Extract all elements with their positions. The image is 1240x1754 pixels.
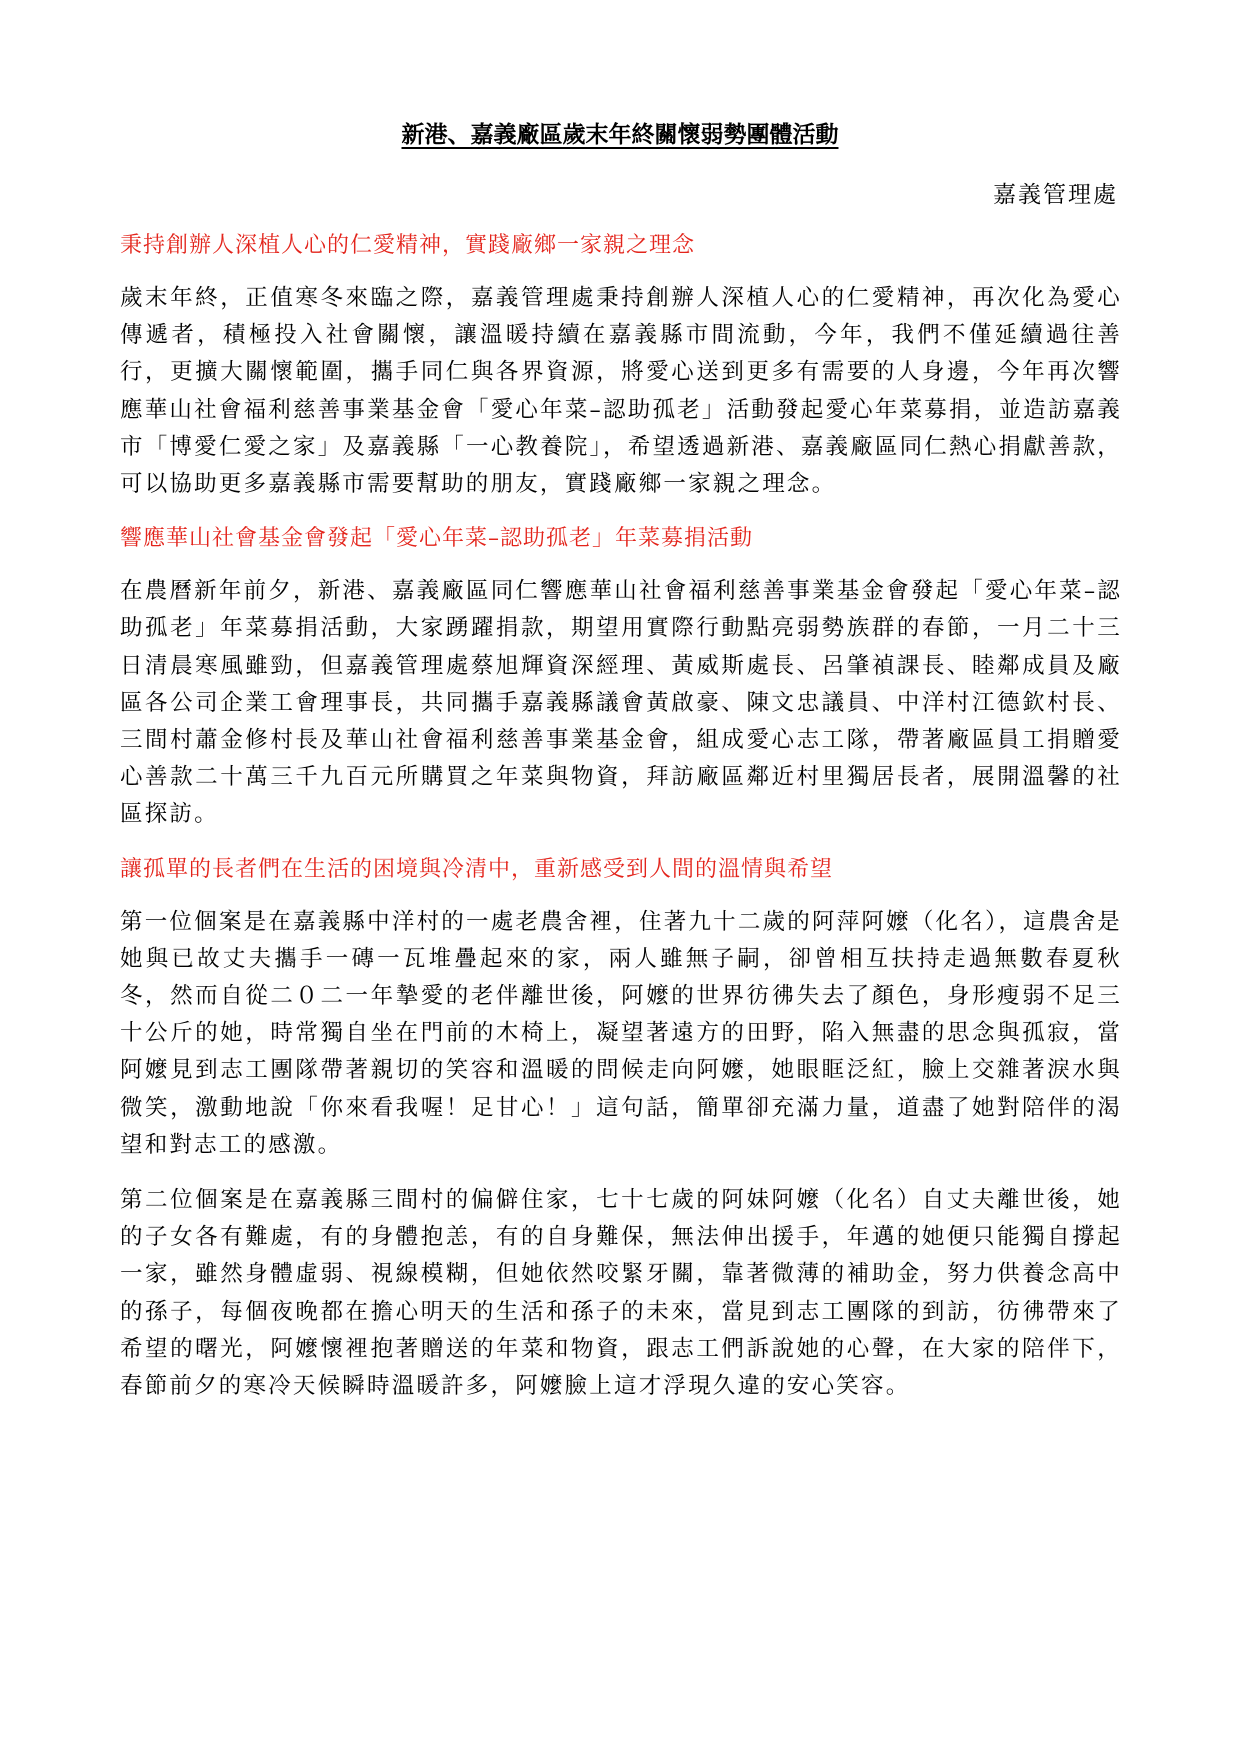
section-heading: 響應華山社會基金會發起「愛心年菜–認助孤老」年菜募捐活動	[120, 526, 754, 552]
section-heading: 讓孤單的長者們在生活的困境與冷清中，重新感受到人間的溫情與希望	[120, 856, 834, 882]
body-paragraph: 第二位個案是在嘉義縣三間村的偏僻住家，七十七歲的阿妹阿嬤（化名）自丈夫離世後，她的子女各有難處，有的身體抱恙，有的自身難保，無法伸出援手，年邁的她便只能獨自撐起一家，雖然身體虛弱、視線模糊，但她依然咬緊牙關，靠著微薄的補助金，努力供養念高中的孫子，每個夜晚都在擔心明天的生活和孫子的未來，當見到志工團隊的到訪，彷彿帶來了希望的曙光，阿嬤懷裡抱著贈送的年菜和物資，跟志工們訴說她的心聲，在大家的陪伴下，春節前夕的寒冷天候瞬時溫暖許多，阿嬤臉上這才浮現久違的安心笑容。	[120, 1187, 1122, 1400]
body-paragraph: 第一位個案是在嘉義縣中洋村的一處老農舍裡，住著九十二歲的阿萍阿嬤（化名），這農舍是她與已故丈夫攜手一磚一瓦堆疊起來的家，兩人雖無子嗣，卻曾相互扶持走過無數春夏秋冬，然而自從二０二一年摯愛的老伴離世後，阿嬤的世界彷彿失去了顏色，身形瘦弱不足三十公斤的她，時常獨自坐在門前的木椅上，凝望著遠方的田野，陷入無盡的思念與孤寂，當阿嬤見到志工團隊帶著親切的笑容和溫暖的問候走向阿嬤，她眼眶泛紅，臉上交雜著淚水與微笑，激動地說「你來看我喔！足甘心！」這句話，簡單卻充滿力量，道盡了她對陪伴的渴望和對志工的感激。	[120, 908, 1122, 1158]
section-3	[120, 852, 1122, 1406]
body-paragraph: 在農曆新年前夕，新港、嘉義廠區同仁響應華山社會福利慈善事業基金會發起「愛心年菜–認助孤老」年菜募捐活動，大家踴躍捐款，期望用實際行動點亮弱勢族群的春節，一月二十三日清晨寒風雖勁，但嘉義管理處蔡旭輝資深經理、黃威斯處長、呂肇禎課長、睦鄰成員及廠區各公司企業工會理事長，共同攜手嘉義縣議會黃啟豪、陳文忠議員、中洋村江德欽村長、三間村蕭金修村長及華山社會福利慈善事業基金會，組成愛心志工隊，帶著廠區員工捐贈愛心善款二十萬三千九百元所購買之年菜與物資，拜訪廠區鄰近村里獨居長者，展開溫馨的社區探訪。	[120, 578, 1122, 828]
section-heading: 秉持創辦人深植人心的仁愛精神，實踐廠鄉一家親之理念	[120, 233, 696, 258]
section-1	[120, 228, 1122, 503]
body-paragraph: 歲末年終，正值寒冬來臨之際，嘉義管理處秉持創辦人深植人心的仁愛精神，再次化為愛心傳遞者，積極投入社會關懷，讓溫暖持續在嘉義縣市間流動，今年，我們不僅延續過往善行，更擴大關懷範圍，攜手同仁與各界資源，將愛心送到更多有需要的人身邊，今年再次響應華山社會福利慈善事業基金會「愛心年菜–認助孤老」活動發起愛心年菜募捐，並造訪嘉義市「博愛仁愛之家」及嘉義縣「一心教養院」，希望透過新港、嘉義廠區同仁熱心捐獻善款，可以協助更多嘉義縣市需要幫助的朋友，實踐廠鄉一家親之理念。	[120, 285, 1122, 498]
section-2	[120, 521, 1122, 833]
document-author: 嘉義管理處	[993, 182, 1118, 208]
document-body	[120, 228, 1122, 1423]
document-title: 新港、嘉義廠區歲末年終關懷弱勢團體活動	[401, 121, 839, 148]
